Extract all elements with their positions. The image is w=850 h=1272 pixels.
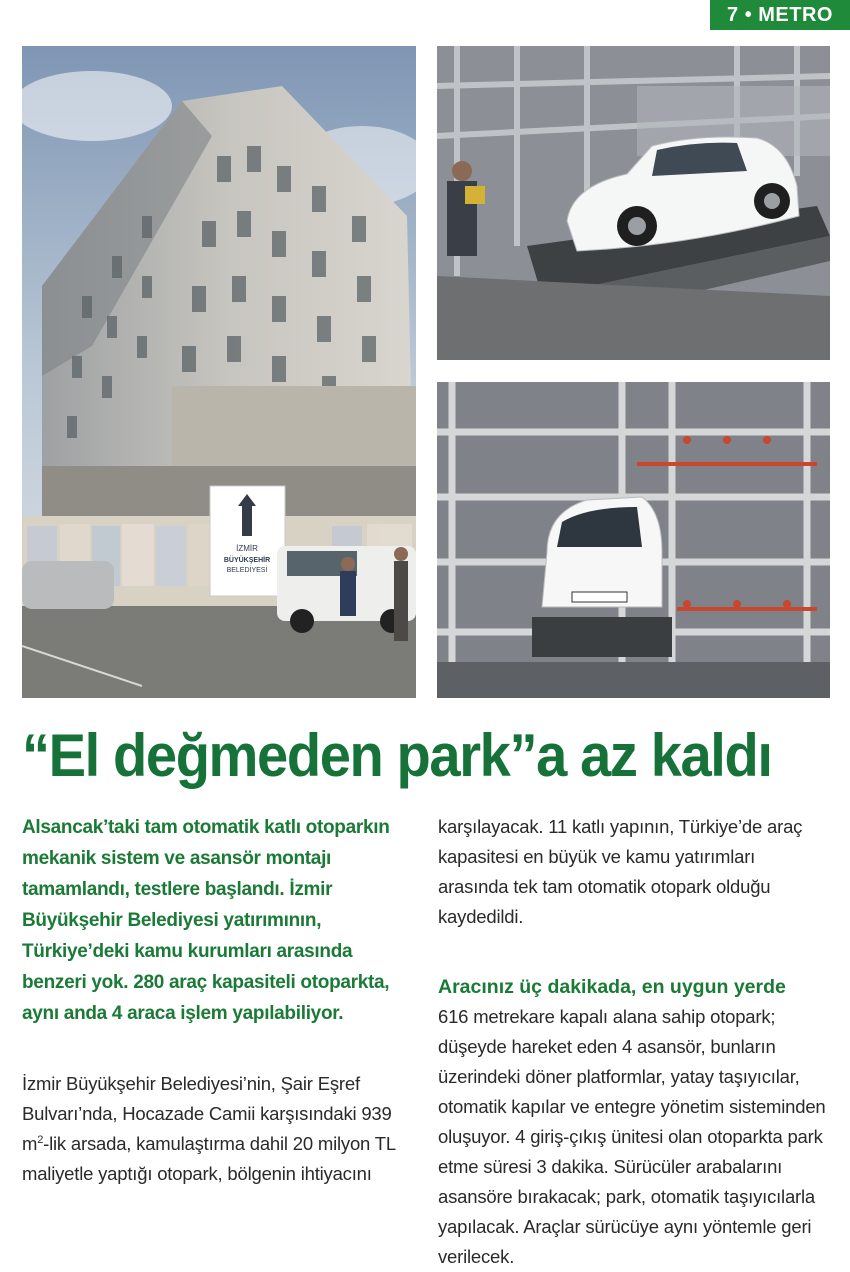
article-column-left <box>22 812 414 1189</box>
car-platform-photo <box>437 46 830 360</box>
car-rack-photo <box>437 382 830 698</box>
article-column-right <box>438 812 830 1272</box>
article-lead: Alsancak’taki tam otomatik katlı otoparkın mekanik sistem ve asansör montajı tamamlandı, testlere başlandı. İzmir Büyükşehir Belediyesi yatırımının, Türkiye’deki kamu kurumları arasında benzeri yok. 280 araç kapasiteli otoparkta, aynı anda 4 araca işlem yapılabiliyor. <box>22 817 390 1024</box>
section-tag: 7 • METRO <box>710 0 850 30</box>
sign-brand-line3: BELEDİYESİ <box>226 567 268 574</box>
article-paragraph-1 <box>22 1069 414 1189</box>
paragraph-1-text: İzmir Büyükşehir Belediyesi’nin, Şair Eşref Bulvarı’nda, Hocazade Camii karşısındaki 939 m <box>22 1073 392 1154</box>
article-paragraph-2: 616 metrekare kapalı alana sahip otopark; düşeyde hareket eden 4 asansör, bunların üzerindeki döner platformlar, yatay taşıyıcılar, otomatik kapılar ve entegre yönetim sisteminden oluşuyor. 4 giriş-çıkış ünitesi olan otoparkta park etme süresi 3 dakika. Sürücüler arabalarını asansöre bırakacak; park, otomatik taşıyıcılarla yapılacak. Araçlar sürücüye aynı yöntemle geri verilecek. <box>438 1006 826 1267</box>
sign-brand-line1: İZMİR <box>236 544 258 553</box>
square-superscript: 2 <box>37 1133 44 1146</box>
article-subhead: Aracınız üç dakikada, en uygun yerde <box>438 976 786 998</box>
article-paragraph-1-continued: karşılayacak. 11 katlı yapının, Türkiye’de araç kapasitesi en büyük ve kamu yatırımları arasında tek tam otomatik otopark olduğu kaydedildi. <box>438 816 803 927</box>
paragraph-1-text-cont: -lik arsada, kamulaştırma dahil 20 milyon TL maliyetle yaptığı otopark, bölgenin ihtiyacını <box>22 1133 396 1184</box>
building-photo <box>22 46 416 698</box>
sign-brand-line2: BÜYÜKŞEHİR <box>223 557 271 564</box>
article-headline: “El değmeden park”a az kaldı <box>22 722 772 789</box>
